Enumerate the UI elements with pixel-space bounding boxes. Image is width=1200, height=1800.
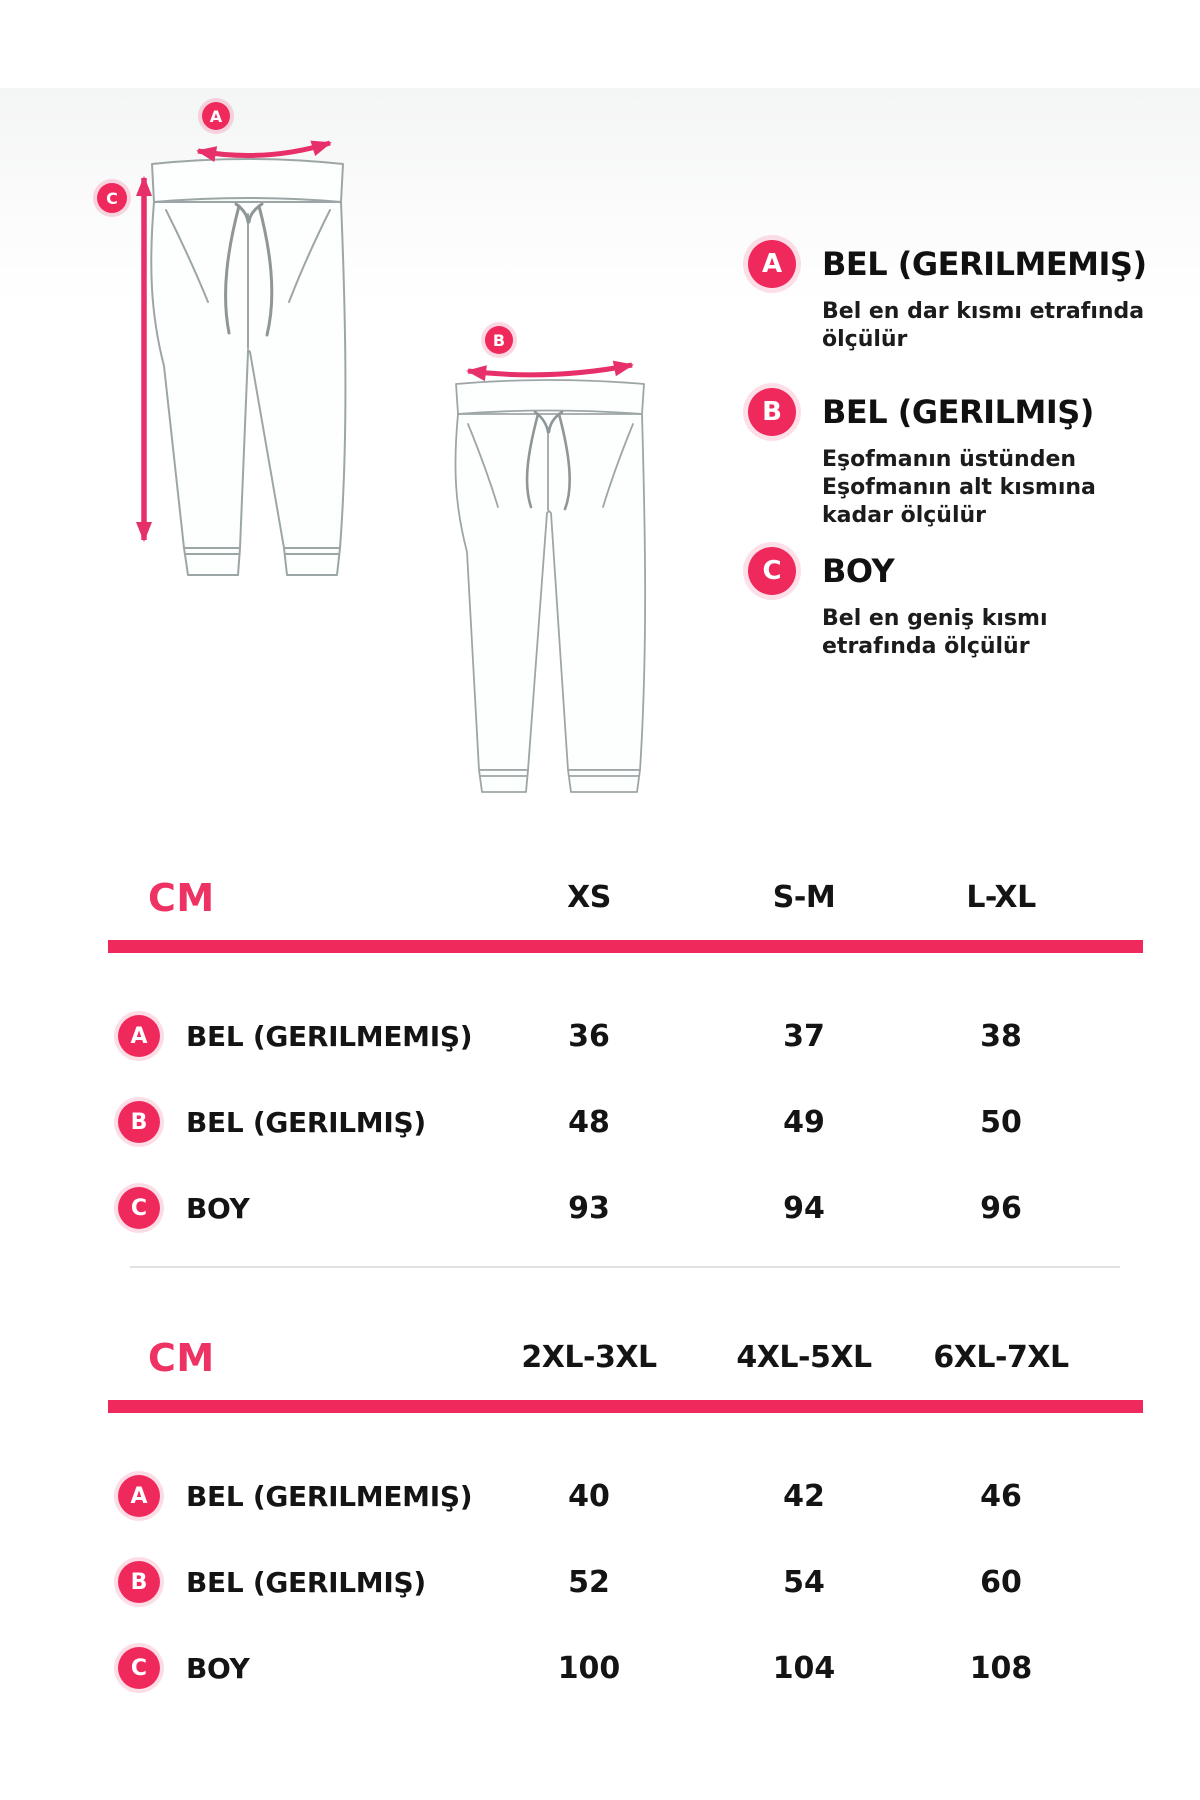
value-cell: 42 bbox=[783, 1478, 825, 1514]
value-cell: 38 bbox=[980, 1018, 1022, 1054]
legend-badge-b: B bbox=[748, 388, 796, 436]
row-badge-a: A bbox=[118, 1015, 160, 1057]
legend-desc-c: Bel en geniş kısmı etrafında ölçülür bbox=[822, 606, 1048, 660]
legend-badge-c: C bbox=[748, 547, 796, 595]
size-table-large-sizes bbox=[108, 1318, 1143, 1711]
row-badge-c: C bbox=[118, 1647, 160, 1689]
sketch-badge-c: C bbox=[97, 183, 127, 213]
legend-entry-waist-stretched bbox=[748, 388, 1167, 530]
header-underline-bar bbox=[108, 940, 1143, 953]
table-row bbox=[108, 1079, 1143, 1165]
sketch-badge-b: B bbox=[485, 326, 513, 354]
value-cell: 37 bbox=[783, 1018, 825, 1054]
row-label-text: BOY bbox=[186, 1191, 250, 1225]
legend-entry-length bbox=[748, 547, 1167, 661]
value-cell: 54 bbox=[783, 1564, 825, 1600]
table-row bbox=[108, 1165, 1143, 1251]
header-underline-bar bbox=[108, 1400, 1143, 1413]
legend-title-b: BEL (GERILMIŞ) bbox=[822, 393, 1094, 431]
value-cell: 49 bbox=[783, 1104, 825, 1140]
row-badge-b: B bbox=[118, 1101, 160, 1143]
table-row bbox=[108, 993, 1143, 1079]
legend-title-a: BEL (GERILMEMIŞ) bbox=[822, 245, 1147, 283]
row-label-text: BEL (GERILMEMIŞ) bbox=[186, 1479, 473, 1513]
value-cell: 94 bbox=[783, 1190, 825, 1226]
value-cell: 108 bbox=[969, 1650, 1033, 1686]
table-header bbox=[108, 858, 1143, 940]
row-badge-b: B bbox=[118, 1561, 160, 1603]
legend-entry-waist-unstretched bbox=[748, 240, 1167, 354]
legend-title-c: BOY bbox=[822, 552, 895, 590]
value-cell: 40 bbox=[568, 1478, 610, 1514]
row-label-text: BOY bbox=[186, 1651, 250, 1685]
column-header-xs: XS bbox=[567, 880, 611, 915]
column-header-s-m: S-M bbox=[772, 880, 836, 915]
table-row bbox=[108, 1453, 1143, 1539]
row-badge-c: C bbox=[118, 1187, 160, 1229]
table-row bbox=[108, 1539, 1143, 1625]
column-header-4xl-5xl: 4XL-5XL bbox=[736, 1340, 872, 1375]
jogger-pants-sketch bbox=[0, 0, 700, 810]
table-row bbox=[108, 1625, 1143, 1711]
row-label-text: BEL (GERILMEMIŞ) bbox=[186, 1019, 473, 1053]
value-cell: 52 bbox=[568, 1564, 610, 1600]
legend-desc-b: Eşofmanın üstünden Eşofmanın alt kısmına kadar ölçülür bbox=[822, 447, 1096, 529]
value-cell: 46 bbox=[980, 1478, 1022, 1514]
column-header-6xl-7xl: 6XL-7XL bbox=[933, 1340, 1069, 1375]
row-label-text: BEL (GERILMIŞ) bbox=[186, 1105, 426, 1139]
value-cell: 96 bbox=[980, 1190, 1022, 1226]
pants-front-large-sketch bbox=[151, 159, 345, 575]
table-header bbox=[108, 1318, 1143, 1400]
row-badge-a: A bbox=[118, 1475, 160, 1517]
legend-desc-a: Bel en dar kısmı etrafında ölçülür bbox=[822, 299, 1145, 353]
column-header-2xl-3xl: 2XL-3XL bbox=[521, 1340, 657, 1375]
value-cell: 50 bbox=[980, 1104, 1022, 1140]
size-table-small-sizes bbox=[108, 858, 1143, 1251]
measure-arrow-b bbox=[468, 365, 632, 375]
row-label-text: BEL (GERILMIŞ) bbox=[186, 1565, 426, 1599]
sketch-badge-a: A bbox=[202, 102, 230, 130]
measure-arrow-a bbox=[198, 143, 330, 156]
unit-label: CM bbox=[148, 876, 215, 920]
table-divider-line bbox=[130, 1266, 1120, 1268]
unit-label: CM bbox=[148, 1336, 215, 1380]
value-cell: 104 bbox=[772, 1650, 836, 1686]
value-cell: 48 bbox=[568, 1104, 610, 1140]
value-cell: 100 bbox=[557, 1650, 621, 1686]
value-cell: 36 bbox=[568, 1018, 610, 1054]
pants-front-small-sketch bbox=[455, 380, 645, 792]
value-cell: 93 bbox=[568, 1190, 610, 1226]
value-cell: 60 bbox=[980, 1564, 1022, 1600]
legend-badge-a: A bbox=[748, 240, 796, 288]
column-header-l-xl: L-XL bbox=[966, 880, 1036, 915]
